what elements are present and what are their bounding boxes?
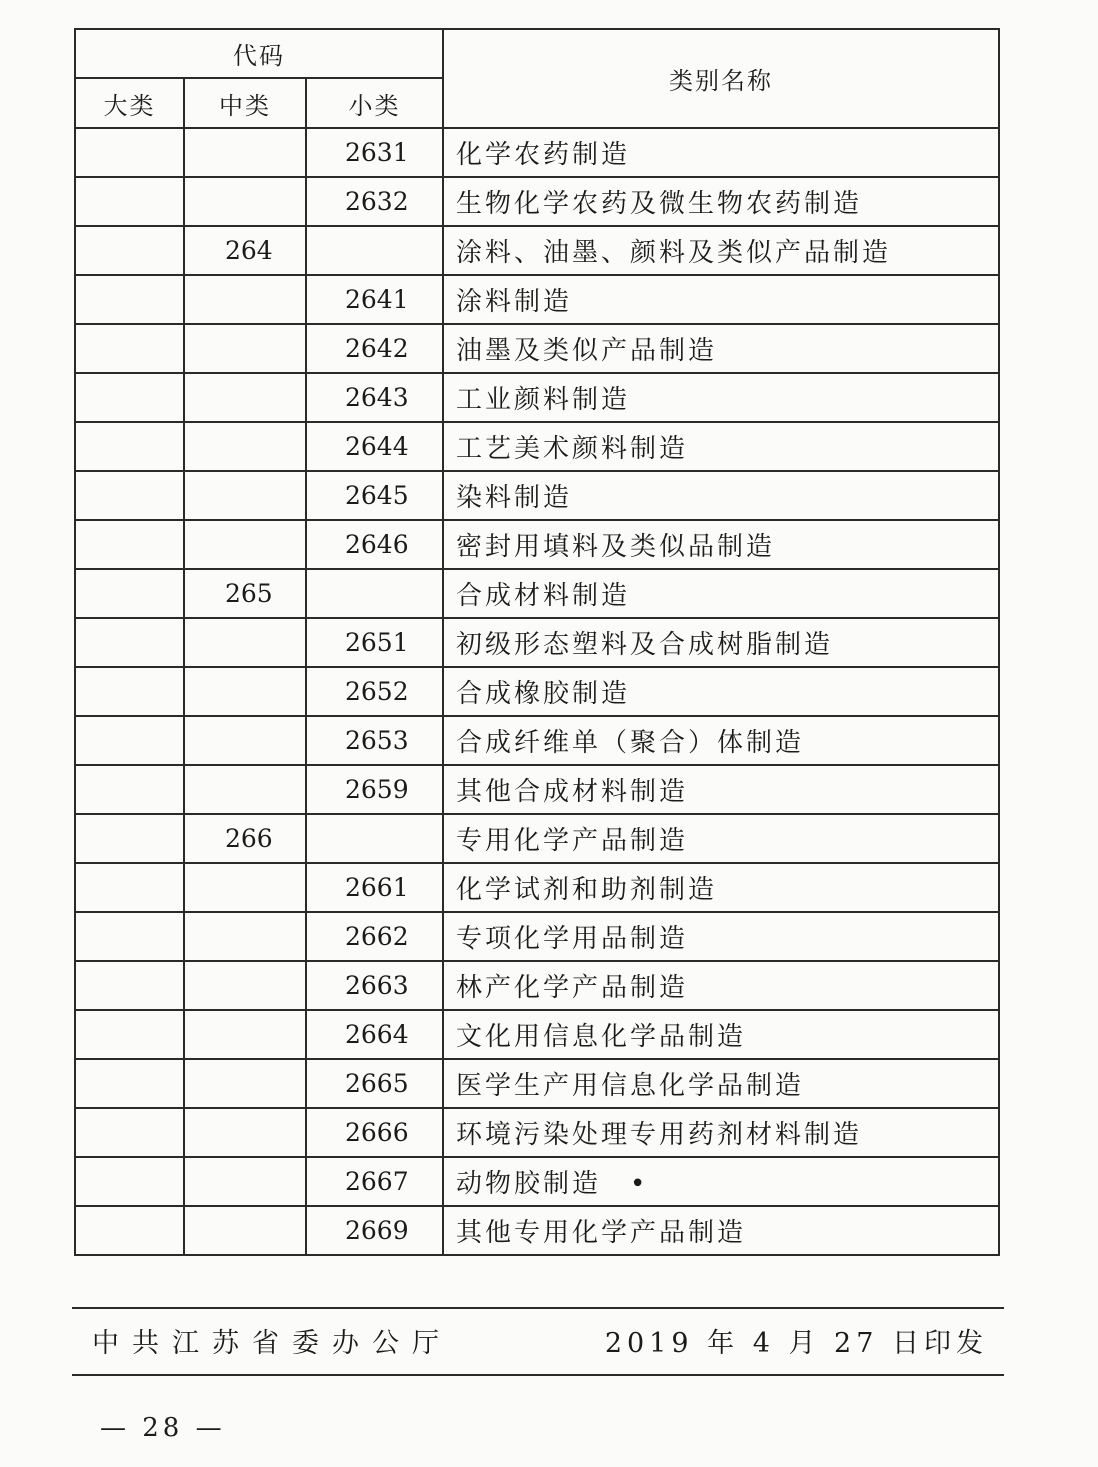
- table-row: [75, 1010, 999, 1059]
- cell-major: [75, 1010, 184, 1059]
- cell-category-name: 油墨及类似产品制造: [443, 324, 999, 373]
- cell-category-name: 其他合成材料制造: [443, 765, 999, 814]
- cell-major: [75, 912, 184, 961]
- cell-middle: [184, 373, 306, 422]
- cell-minor: 2646: [306, 520, 443, 569]
- cell-category-name: 初级形态塑料及合成树脂制造: [443, 618, 999, 667]
- cell-middle: [184, 422, 306, 471]
- cell-major: [75, 961, 184, 1010]
- cell-middle: [184, 128, 306, 177]
- cell-middle: [184, 1157, 306, 1206]
- cell-middle: [184, 1010, 306, 1059]
- table-row: [75, 912, 999, 961]
- cell-middle: [184, 667, 306, 716]
- header-middle: 中类: [184, 78, 306, 128]
- table-row: [75, 422, 999, 471]
- table-row: [75, 667, 999, 716]
- page-number: — 28 —: [100, 1413, 226, 1443]
- footer-top-rule: [72, 1307, 1004, 1309]
- cell-major: [75, 373, 184, 422]
- cell-middle: [184, 275, 306, 324]
- cell-minor: 2667: [306, 1157, 443, 1206]
- table-row: [75, 1206, 999, 1255]
- cell-minor: 2653: [306, 716, 443, 765]
- cell-category-name: 环境污染处理专用药剂材料制造: [443, 1108, 999, 1157]
- cell-major: [75, 1108, 184, 1157]
- header-minor: 小类: [306, 78, 443, 128]
- cell-category-name: 化学试剂和助剂制造: [443, 863, 999, 912]
- table-row: [75, 275, 999, 324]
- header-major: 大类: [75, 78, 184, 128]
- cell-middle: [184, 324, 306, 373]
- cell-category-name: 染料制造: [443, 471, 999, 520]
- cell-category-name: 工艺美术颜料制造: [443, 422, 999, 471]
- cell-category-name: 合成材料制造: [443, 569, 999, 618]
- cell-major: [75, 422, 184, 471]
- cell-minor: [306, 226, 443, 275]
- cell-category-name: 其他专用化学产品制造: [443, 1206, 999, 1255]
- cell-middle: [184, 716, 306, 765]
- table-body: [75, 128, 999, 1255]
- cell-major: [75, 765, 184, 814]
- cell-middle: [184, 912, 306, 961]
- cell-middle: [184, 177, 306, 226]
- cell-middle: [184, 618, 306, 667]
- cell-minor: 2644: [306, 422, 443, 471]
- table-row: [75, 618, 999, 667]
- cell-major: [75, 226, 184, 275]
- cell-category-name: 涂料制造: [443, 275, 999, 324]
- cell-minor: 2631: [306, 128, 443, 177]
- cell-category-name: 医学生产用信息化学品制造: [443, 1059, 999, 1108]
- cell-minor: 2652: [306, 667, 443, 716]
- table-row: [75, 863, 999, 912]
- cell-major: [75, 667, 184, 716]
- cell-category-name: 合成纤维单（聚合）体制造: [443, 716, 999, 765]
- table-row: [75, 765, 999, 814]
- cell-middle: [184, 961, 306, 1010]
- table-row: [75, 324, 999, 373]
- cell-major: [75, 569, 184, 618]
- cell-minor: 2666: [306, 1108, 443, 1157]
- cell-minor: 2663: [306, 961, 443, 1010]
- cell-middle: [184, 471, 306, 520]
- cell-minor: 2659: [306, 765, 443, 814]
- cell-major: [75, 177, 184, 226]
- cell-major: [75, 716, 184, 765]
- cell-middle: 266: [184, 814, 306, 863]
- cell-minor: 2642: [306, 324, 443, 373]
- cell-middle: [184, 765, 306, 814]
- cell-category-name: 生物化学农药及微生物农药制造: [443, 177, 999, 226]
- cell-minor: 2651: [306, 618, 443, 667]
- table-row: [75, 814, 999, 863]
- cell-minor: 2643: [306, 373, 443, 422]
- footer-issuer: 中共江苏省委办公厅: [92, 1328, 452, 1359]
- cell-category-name: 密封用填料及类似品制造: [443, 520, 999, 569]
- footer-issued-date: 2019 年 4 月 27 日印发: [604, 1328, 988, 1359]
- cell-middle: [184, 520, 306, 569]
- cell-minor: [306, 569, 443, 618]
- industry-classification-table: [74, 28, 1000, 1256]
- cell-category-name: 涂料、油墨、颜料及类似产品制造: [443, 226, 999, 275]
- cell-minor: 2662: [306, 912, 443, 961]
- cell-major: [75, 618, 184, 667]
- cell-major: [75, 275, 184, 324]
- table-row: [75, 1059, 999, 1108]
- cell-major: [75, 520, 184, 569]
- cell-major: [75, 128, 184, 177]
- cell-minor: 2645: [306, 471, 443, 520]
- cell-category-name: 林产化学产品制造: [443, 961, 999, 1010]
- table-row: [75, 471, 999, 520]
- table-row: [75, 1108, 999, 1157]
- cell-middle: 264: [184, 226, 306, 275]
- cell-major: [75, 324, 184, 373]
- cell-middle: [184, 863, 306, 912]
- cell-minor: 2632: [306, 177, 443, 226]
- cell-category-name: 化学农药制造: [443, 128, 999, 177]
- cell-major: [75, 1157, 184, 1206]
- table-row: [75, 1157, 999, 1206]
- header-category-name: 类别名称: [443, 29, 999, 128]
- cell-category-name: 合成橡胶制造: [443, 667, 999, 716]
- cell-minor: 2665: [306, 1059, 443, 1108]
- table-row: [75, 177, 999, 226]
- cell-middle: [184, 1059, 306, 1108]
- table-row: [75, 373, 999, 422]
- cell-major: [75, 863, 184, 912]
- cell-category-name: 文化用信息化学品制造: [443, 1010, 999, 1059]
- cell-major: [75, 814, 184, 863]
- cell-category-name: 专项化学用品制造: [443, 912, 999, 961]
- cell-category-name: 专用化学产品制造: [443, 814, 999, 863]
- cell-middle: [184, 1206, 306, 1255]
- cell-major: [75, 1206, 184, 1255]
- table-row: [75, 569, 999, 618]
- cell-middle: 265: [184, 569, 306, 618]
- table-row: [75, 520, 999, 569]
- table-row: [75, 716, 999, 765]
- header-code: 代码: [75, 29, 443, 78]
- table-row: [75, 226, 999, 275]
- cell-minor: 2661: [306, 863, 443, 912]
- cell-minor: 2664: [306, 1010, 443, 1059]
- cell-category-name: 工业颜料制造: [443, 373, 999, 422]
- cell-category-name: 动物胶制造 •: [443, 1157, 999, 1206]
- cell-middle: [184, 1108, 306, 1157]
- cell-major: [75, 1059, 184, 1108]
- cell-minor: 2669: [306, 1206, 443, 1255]
- cell-minor: [306, 814, 443, 863]
- table-row: [75, 961, 999, 1010]
- cell-minor: 2641: [306, 275, 443, 324]
- footer-bottom-rule: [72, 1374, 1004, 1376]
- cell-major: [75, 471, 184, 520]
- table-row: [75, 128, 999, 177]
